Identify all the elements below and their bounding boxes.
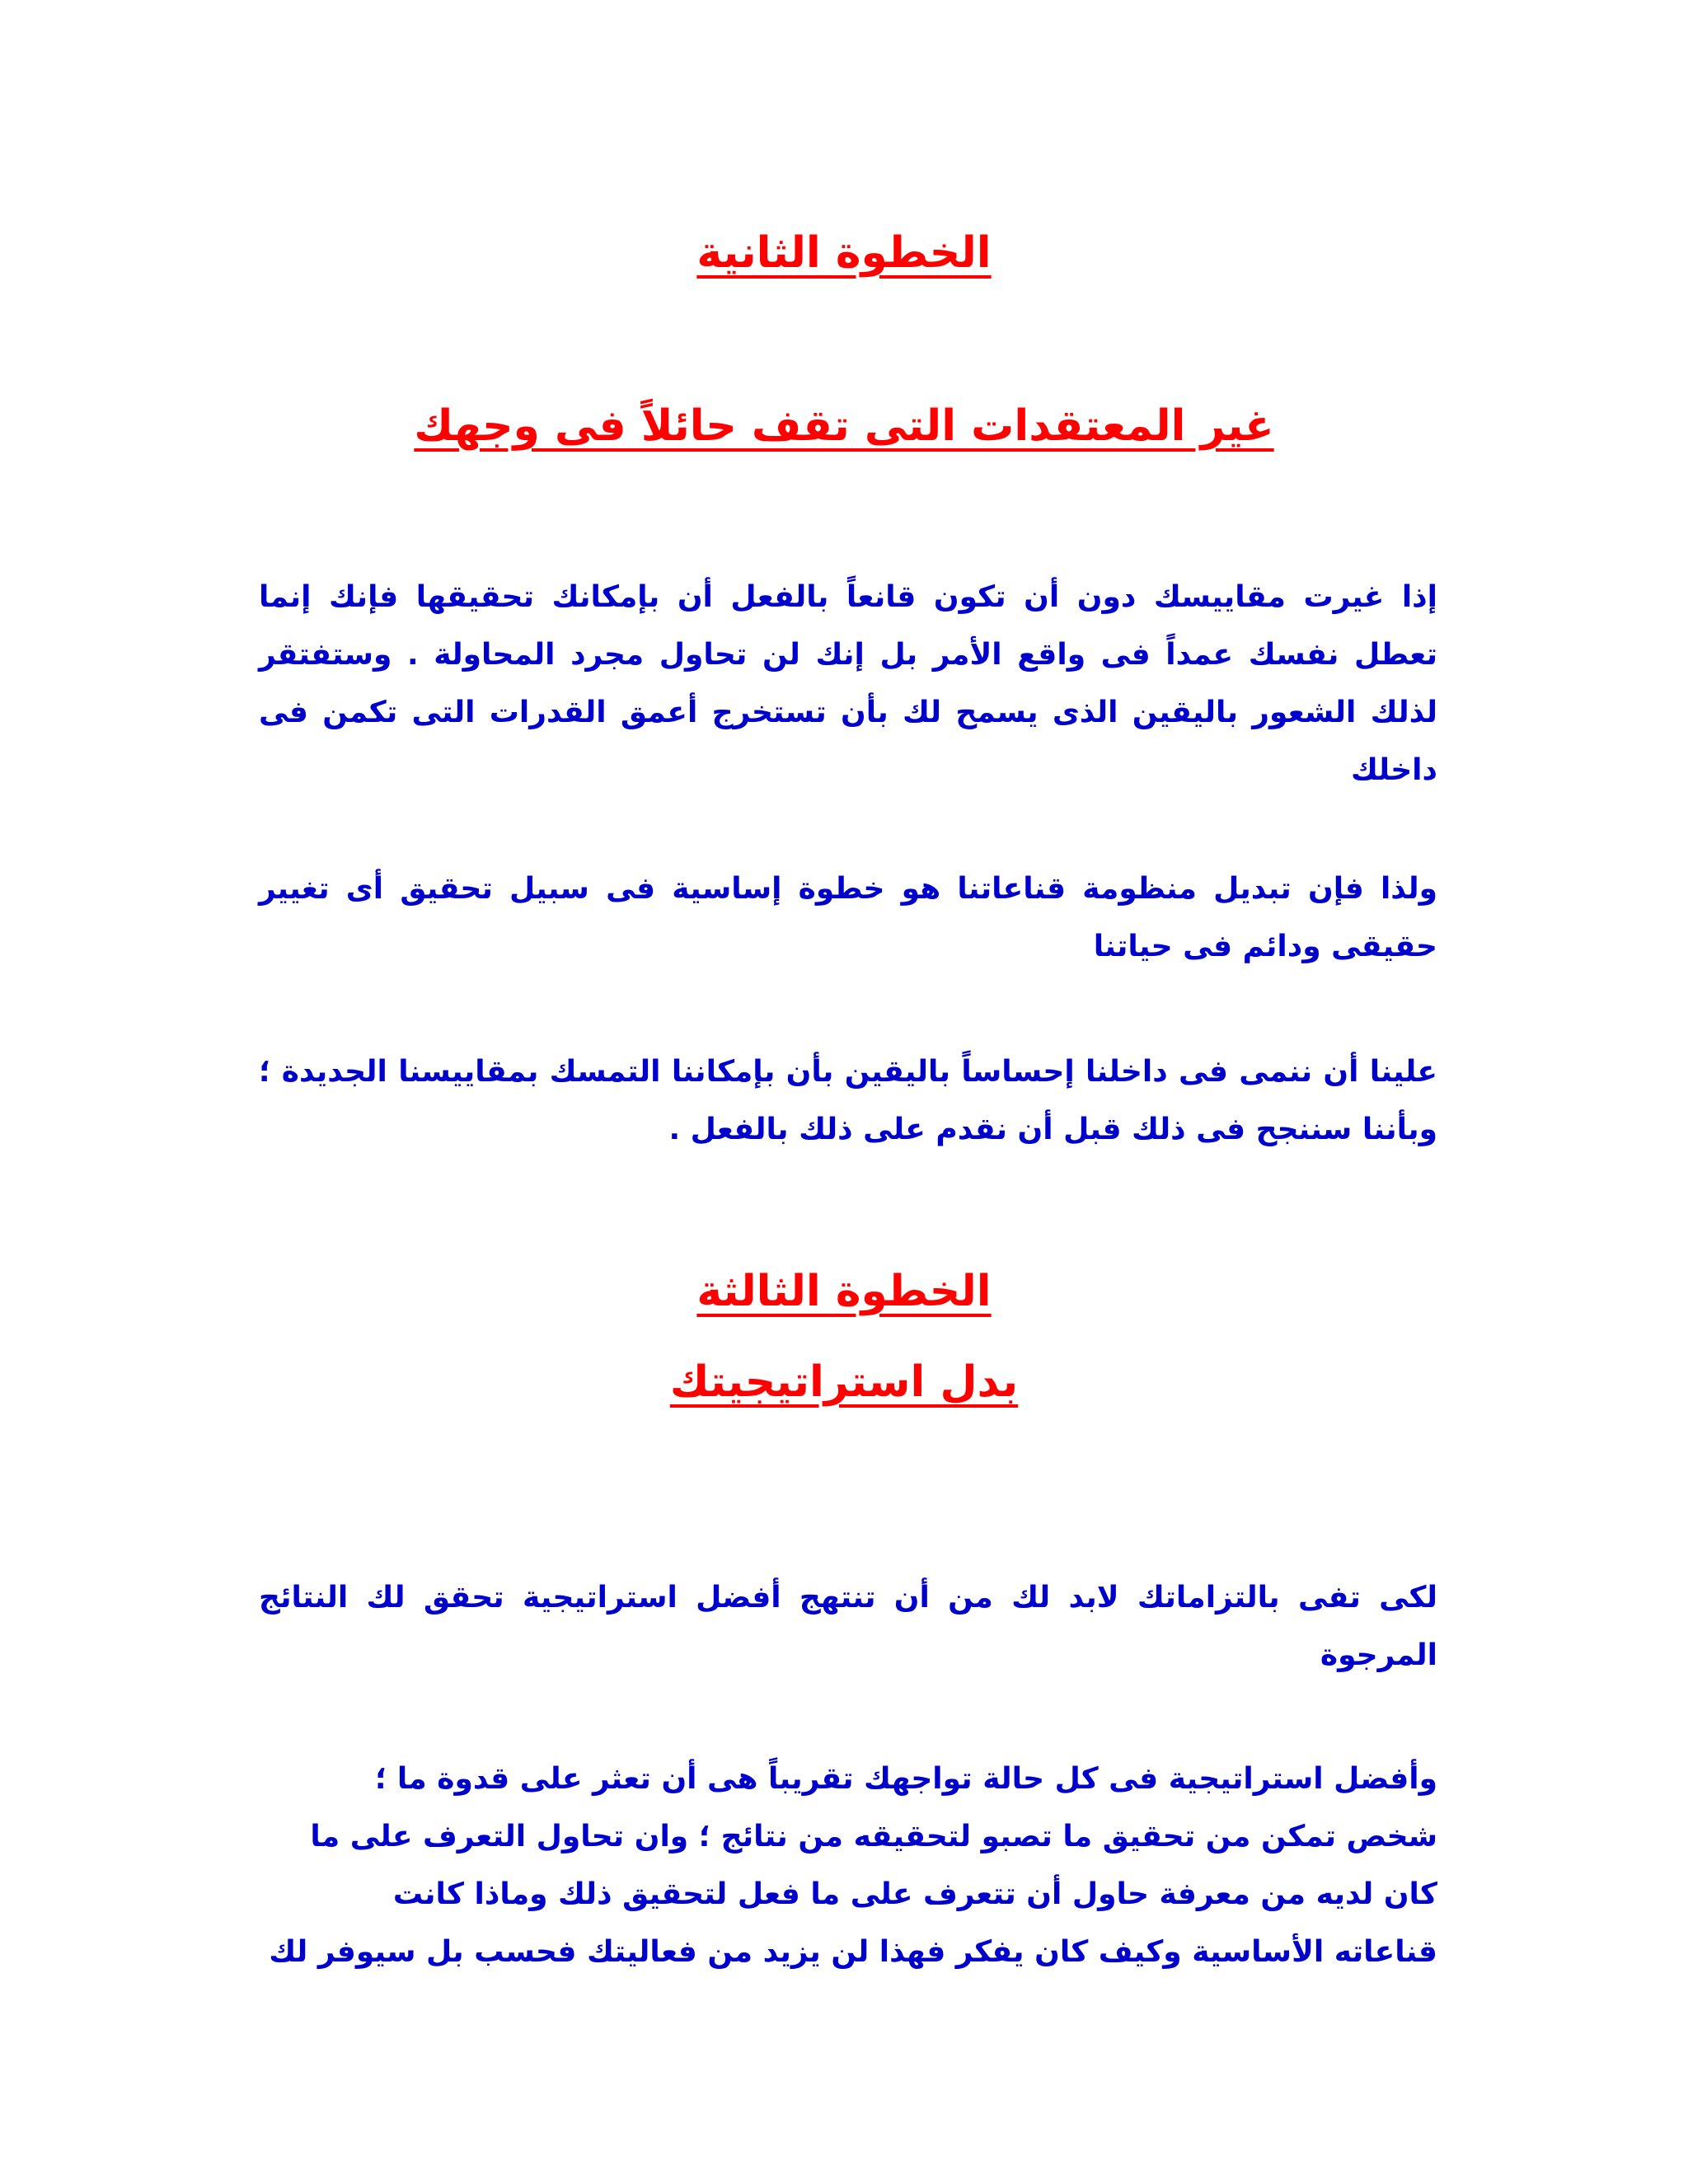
role-model-line: قناعاته الأساسية وكيف كان يفكر فهذا لن يزيد من فعاليتك فحسب بل سيوفر لك	[269, 1935, 1437, 1969]
heading-step-three: الخطوة الثالثة	[696, 1267, 992, 1316]
paragraph-change-beliefs: ولذا فإن تبديل منظومة قناعاتنا هو خطوة إساسية فى سبيل تحقيق أى تغيير حقيقى ودائم فى حياتنا	[259, 872, 1437, 963]
paragraph-certainty: علينا أن ننمى فى داخلنا إحساساً باليقين بأن بإمكاننا التمسك بمقاييسنا الجديدة ؛ وبأننا سننجح فى ذلك قبل أن نقدم على ذلك بالفعل .	[259, 1055, 1437, 1146]
heading-step-two-subtitle: غير المعتقدات التى تقف حائلاً فى وجهك	[414, 401, 1274, 451]
paragraph-best-strategy: لكى تفى بالتزاماتك لابد لك من أن تنتهج أفضل استراتيجية تحقق لك النتائج المرجوة	[259, 1581, 1437, 1672]
role-model-line: كان لديه من معرفة حاول أن تتعرف على ما فعل لتحقيق ذلك وماذا كانت	[392, 1877, 1437, 1911]
role-model-line: شخص تمكن من تحقيق ما تصبو لتحقيقه من نتائج ؛ وان تحاول التعرف على ما	[310, 1820, 1437, 1854]
role-model-line: وأفضل استراتيجية فى كل حالة تواجهك تقريباً هى أن تعثر على قدوة ما ؛	[374, 1762, 1437, 1796]
paragraph-change-standards: إذا غيرت مقاييسك دون أن تكون قانعاً بالفعل أن بإمكانك تحقيقها فإنك إنما تعطل نفسك عمداً فى واقع الأمر بل إنك لن تحاول مجرد المحاولة . وستفتقر لذلك الشعور باليقين الذى يسمح لك بأن تستخرج أعمق القدرات التى تكمن فى داخلك	[259, 580, 1437, 787]
heading-step-two: الخطوة الثانية	[696, 228, 992, 278]
heading-step-three-subtitle: بدل استراتيجيتك	[669, 1357, 1019, 1407]
paragraph-role-model	[259, 1750, 1437, 1981]
